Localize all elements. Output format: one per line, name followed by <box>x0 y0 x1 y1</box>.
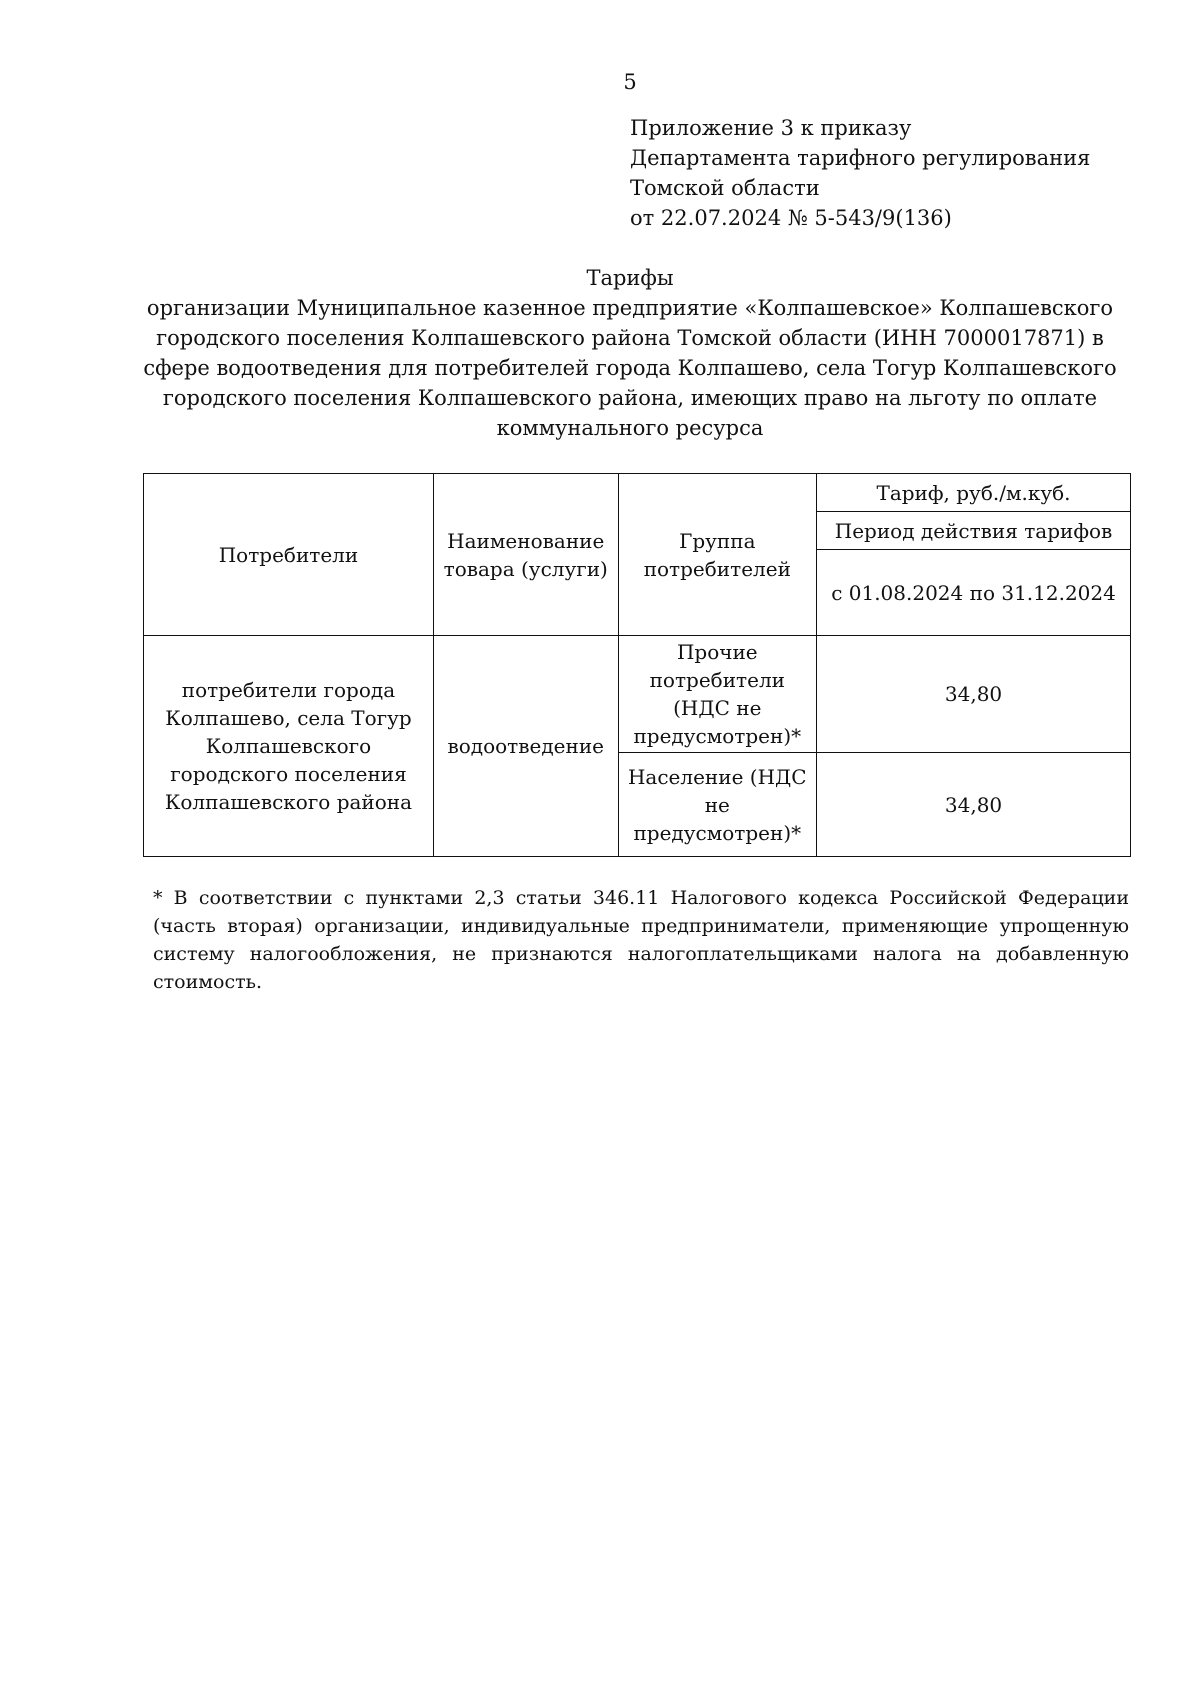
product-cell: водоотведение <box>433 636 618 857</box>
tariff-table <box>143 473 1131 857</box>
title-subtitle: организации Муниципальное казенное предприятие «Колпашевское» Колпашевского городского поселения Колпашевского района Томской области (ИНН 7000017871) в сфере водоотведения для потребителей города Колпашево, села Тогур Колпашевского городского поселения Колпашевского района, имеющих право на льготу по оплате коммунального ресурса <box>143 296 1117 440</box>
header-consumer-group: Группа потребителей <box>618 474 817 636</box>
tariff-value-cell: 34,80 <box>817 636 1131 753</box>
appendix-line: Приложение 3 к приказу <box>630 116 912 140</box>
document-title <box>130 263 1130 443</box>
appendix-date-number: от 22.07.2024 № 5-543/9(136) <box>630 206 952 230</box>
group-cell: Прочие потребители (НДС не предусмотрен)* <box>618 636 817 753</box>
header-period: с 01.08.2024 по 31.12.2024 <box>817 550 1131 636</box>
header-tariff: Тариф, руб./м.куб. <box>817 474 1131 512</box>
appendix-line: Департамента тарифного регулирования <box>630 146 1091 170</box>
consumers-cell: потребители города Колпашево, села Тогур Колпашевского городского поселения Колпашевского района <box>144 636 434 857</box>
table-row <box>144 636 1131 753</box>
header-period-label: Период действия тарифов <box>817 512 1131 550</box>
title-heading: Тарифы <box>586 266 674 290</box>
header-product-name: Наименование товара (услуги) <box>433 474 618 636</box>
group-cell: Население (НДС не предусмотрен)* <box>618 753 817 857</box>
header-consumers: Потребители <box>144 474 434 636</box>
appendix-block <box>630 113 1090 233</box>
footnote: * В соответствии с пунктами 2,3 статьи 346.11 Налогового кодекса Российской Федерации (часть вторая) организации, индивидуальные предприниматели, применяющие упрощенную систему налогообложения, не признаются налогоплательщиками налога на добавленную стоимость. <box>153 887 1129 993</box>
appendix-line: Томской области <box>630 176 820 200</box>
tariff-value-cell: 34,80 <box>817 753 1131 857</box>
page-number: 5 <box>623 70 637 94</box>
table-header-row <box>144 474 1131 512</box>
